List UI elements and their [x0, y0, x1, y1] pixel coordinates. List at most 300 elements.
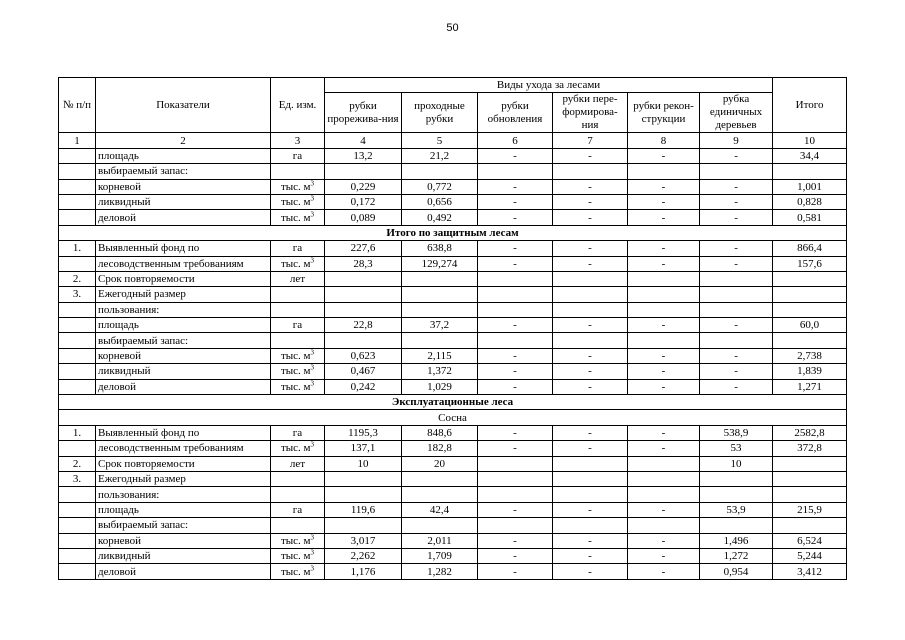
section-title: Итого по защитным лесам	[59, 225, 847, 240]
row-unit	[271, 241, 325, 256]
column-number: 4	[325, 133, 402, 148]
row-label: Выявленный фонд по	[96, 425, 271, 440]
row-number: 3.	[59, 471, 96, 486]
row-number	[59, 348, 96, 363]
total-cell: 372,8	[773, 441, 847, 456]
row-label: ликвидный	[96, 194, 271, 209]
row-unit	[271, 471, 325, 486]
row-unit	[271, 271, 325, 286]
value-cell: -	[478, 548, 553, 563]
row-label: деловой	[96, 564, 271, 579]
total-cell: 6,524	[773, 533, 847, 548]
row-number: 3.	[59, 287, 96, 302]
row-unit	[271, 148, 325, 163]
row-unit	[271, 425, 325, 440]
unit-text: тыс. м	[280, 350, 311, 363]
row-label: Ежегодный размер	[96, 287, 271, 302]
table-row	[59, 333, 847, 348]
value-cell: -	[700, 210, 773, 225]
value-cell: -	[553, 348, 628, 363]
row-number	[59, 318, 96, 333]
value-cell	[553, 271, 628, 286]
table-row	[59, 318, 847, 333]
table-row	[59, 564, 847, 579]
table-row	[59, 502, 847, 517]
header-col-6: рубка единичных деревьев	[700, 93, 773, 133]
value-cell: -	[553, 364, 628, 379]
value-cell: -	[478, 425, 553, 440]
row-number: 2.	[59, 271, 96, 286]
value-cell: -	[628, 441, 700, 456]
row-number	[59, 148, 96, 163]
value-cell	[325, 302, 402, 317]
row-label: пользования:	[96, 487, 271, 502]
value-cell	[478, 287, 553, 302]
row-number	[59, 302, 96, 317]
table-row	[59, 379, 847, 394]
row-label: лесоводственным требованиям	[96, 256, 271, 271]
value-cell: 2,262	[325, 548, 402, 563]
value-cell	[402, 271, 478, 286]
value-cell	[628, 518, 700, 533]
value-cell: 0,242	[325, 379, 402, 394]
row-label: корневой	[96, 533, 271, 548]
column-numbers-row	[59, 133, 847, 148]
section-row	[59, 225, 847, 240]
row-number	[59, 548, 96, 563]
value-cell	[402, 518, 478, 533]
row-unit	[271, 256, 325, 271]
unit-text: тыс. м	[280, 550, 311, 563]
row-label: выбираемый запас:	[96, 518, 271, 533]
value-cell	[553, 164, 628, 179]
value-cell	[628, 271, 700, 286]
row-number	[59, 179, 96, 194]
header-col-1: рубки прорежива-ния	[325, 93, 402, 133]
total-cell	[773, 333, 847, 348]
value-cell: -	[478, 441, 553, 456]
unit-superscript: 3	[310, 348, 315, 357]
value-cell: -	[478, 194, 553, 209]
row-number	[59, 533, 96, 548]
header-unit: Ед. изм.	[271, 78, 325, 133]
row-unit	[271, 564, 325, 579]
unit-text: тыс. м	[280, 365, 311, 378]
value-cell: 119,6	[325, 502, 402, 517]
value-cell: -	[628, 425, 700, 440]
table-row	[59, 241, 847, 256]
value-cell	[553, 287, 628, 302]
value-cell: -	[553, 179, 628, 194]
row-label: пользования:	[96, 302, 271, 317]
value-cell: 0,772	[402, 179, 478, 194]
unit-text: га	[292, 503, 303, 516]
value-cell	[700, 164, 773, 179]
row-unit	[271, 456, 325, 471]
value-cell	[700, 471, 773, 486]
unit-superscript: 3	[310, 256, 315, 265]
row-unit	[271, 379, 325, 394]
table-row	[59, 256, 847, 271]
section-title: Сосна	[59, 410, 847, 425]
row-label: деловой	[96, 379, 271, 394]
row-unit	[271, 518, 325, 533]
value-cell: -	[628, 318, 700, 333]
value-cell	[402, 487, 478, 502]
value-cell: -	[628, 241, 700, 256]
value-cell: 21,2	[402, 148, 478, 163]
table-row	[59, 533, 847, 548]
row-unit	[271, 164, 325, 179]
value-cell: 42,4	[402, 502, 478, 517]
row-number: 2.	[59, 456, 96, 471]
value-cell	[700, 287, 773, 302]
unit-superscript: 3	[310, 379, 315, 388]
value-cell	[700, 271, 773, 286]
value-cell	[478, 471, 553, 486]
value-cell	[478, 271, 553, 286]
unit-text: тыс. м	[280, 196, 311, 209]
unit-text: тыс. м	[280, 211, 311, 224]
table-row	[59, 164, 847, 179]
value-cell	[553, 518, 628, 533]
value-cell: 0,954	[700, 564, 773, 579]
value-cell: -	[553, 210, 628, 225]
value-cell: -	[628, 533, 700, 548]
value-cell: -	[700, 241, 773, 256]
value-cell: -	[478, 179, 553, 194]
value-cell: 0,172	[325, 194, 402, 209]
value-cell: -	[478, 256, 553, 271]
value-cell	[478, 456, 553, 471]
total-cell: 0,828	[773, 194, 847, 209]
column-number: 9	[700, 133, 773, 148]
unit-superscript: 3	[310, 194, 315, 203]
value-cell: -	[478, 318, 553, 333]
value-cell: 53	[700, 441, 773, 456]
table-row	[59, 441, 847, 456]
row-number	[59, 441, 96, 456]
value-cell: -	[628, 256, 700, 271]
total-cell	[773, 302, 847, 317]
table-row	[59, 302, 847, 317]
value-cell: -	[553, 502, 628, 517]
total-cell: 3,412	[773, 564, 847, 579]
row-number	[59, 256, 96, 271]
table-row	[59, 287, 847, 302]
value-cell: -	[700, 256, 773, 271]
column-number: 3	[271, 133, 325, 148]
value-cell	[553, 471, 628, 486]
value-cell	[700, 518, 773, 533]
column-number: 2	[96, 133, 271, 148]
total-cell	[773, 164, 847, 179]
value-cell: 1,176	[325, 564, 402, 579]
value-cell: -	[553, 548, 628, 563]
table-row	[59, 210, 847, 225]
total-cell: 1,271	[773, 379, 847, 394]
row-number	[59, 379, 96, 394]
table-row	[59, 348, 847, 363]
value-cell	[628, 302, 700, 317]
table-row	[59, 364, 847, 379]
row-number	[59, 487, 96, 502]
value-cell	[553, 333, 628, 348]
row-number: 1.	[59, 241, 96, 256]
forest-care-table	[58, 77, 847, 580]
row-number: 1.	[59, 425, 96, 440]
unit-superscript: 3	[310, 440, 315, 449]
value-cell: 53,9	[700, 502, 773, 517]
total-cell: 34,4	[773, 148, 847, 163]
row-label: лесоводственным требованиям	[96, 441, 271, 456]
total-cell: 60,0	[773, 318, 847, 333]
value-cell: 182,8	[402, 441, 478, 456]
row-unit	[271, 302, 325, 317]
total-cell: 1,001	[773, 179, 847, 194]
value-cell: -	[478, 564, 553, 579]
total-cell: 0,581	[773, 210, 847, 225]
header-total: Итого	[773, 78, 847, 133]
row-unit	[271, 318, 325, 333]
total-cell	[773, 456, 847, 471]
value-cell: -	[700, 364, 773, 379]
row-number	[59, 364, 96, 379]
value-cell: 3,017	[325, 533, 402, 548]
unit-superscript: 3	[310, 563, 315, 572]
unit-text: га	[292, 149, 303, 162]
value-cell: 1,029	[402, 379, 478, 394]
value-cell	[478, 164, 553, 179]
column-number: 7	[553, 133, 628, 148]
unit-text: лет	[289, 273, 306, 286]
row-unit	[271, 533, 325, 548]
row-label: корневой	[96, 179, 271, 194]
value-cell: 10	[700, 456, 773, 471]
value-cell: 1,709	[402, 548, 478, 563]
value-cell: -	[553, 379, 628, 394]
row-unit	[271, 364, 325, 379]
value-cell: -	[628, 210, 700, 225]
value-cell: 1,496	[700, 533, 773, 548]
table-row	[59, 487, 847, 502]
value-cell: -	[478, 364, 553, 379]
value-cell: -	[628, 548, 700, 563]
value-cell: 137,1	[325, 441, 402, 456]
value-cell: 638,8	[402, 241, 478, 256]
value-cell: -	[628, 502, 700, 517]
value-cell: -	[628, 379, 700, 394]
row-unit	[271, 333, 325, 348]
row-unit	[271, 287, 325, 302]
value-cell: 227,6	[325, 241, 402, 256]
unit-text: га	[292, 319, 303, 332]
value-cell	[628, 487, 700, 502]
row-unit	[271, 210, 325, 225]
value-cell	[553, 456, 628, 471]
header-col-4: рубки пере-формирова-ния	[553, 93, 628, 133]
value-cell: 0,656	[402, 194, 478, 209]
value-cell: -	[553, 148, 628, 163]
value-cell	[478, 487, 553, 502]
value-cell: 20	[402, 456, 478, 471]
value-cell: -	[553, 441, 628, 456]
row-label: Срок повторяемости	[96, 456, 271, 471]
section-row	[59, 395, 847, 410]
value-cell: 10	[325, 456, 402, 471]
unit-text: тыс. м	[280, 442, 311, 455]
row-label: Ежегодный размер	[96, 471, 271, 486]
row-unit	[271, 348, 325, 363]
value-cell	[402, 333, 478, 348]
header-num: № п/п	[59, 78, 96, 133]
value-cell: -	[478, 148, 553, 163]
value-cell	[628, 456, 700, 471]
value-cell: -	[478, 210, 553, 225]
unit-superscript: 3	[310, 179, 315, 188]
value-cell	[478, 333, 553, 348]
row-number	[59, 164, 96, 179]
value-cell	[402, 471, 478, 486]
table-row	[59, 271, 847, 286]
value-cell: -	[700, 318, 773, 333]
value-cell	[553, 302, 628, 317]
value-cell: 1,282	[402, 564, 478, 579]
value-cell: 28,3	[325, 256, 402, 271]
value-cell	[700, 302, 773, 317]
value-cell: 1,372	[402, 364, 478, 379]
value-cell: -	[553, 241, 628, 256]
column-number: 5	[402, 133, 478, 148]
value-cell: -	[478, 241, 553, 256]
total-cell: 1,839	[773, 364, 847, 379]
value-cell	[402, 164, 478, 179]
unit-superscript: 3	[310, 548, 315, 557]
value-cell	[402, 302, 478, 317]
value-cell: 13,2	[325, 148, 402, 163]
row-label: выбираемый запас:	[96, 333, 271, 348]
value-cell	[700, 487, 773, 502]
row-label: Срок повторяемости	[96, 271, 271, 286]
value-cell: -	[700, 179, 773, 194]
column-number: 1	[59, 133, 96, 148]
value-cell: -	[628, 179, 700, 194]
value-cell	[402, 287, 478, 302]
table-row	[59, 456, 847, 471]
table-row	[59, 194, 847, 209]
value-cell	[700, 333, 773, 348]
value-cell: -	[478, 348, 553, 363]
total-cell: 866,4	[773, 241, 847, 256]
value-cell	[325, 287, 402, 302]
value-cell: -	[700, 379, 773, 394]
value-cell: -	[700, 348, 773, 363]
header-indicators: Показатели	[96, 78, 271, 133]
value-cell: -	[553, 533, 628, 548]
unit-superscript: 3	[310, 363, 315, 372]
value-cell	[325, 487, 402, 502]
row-number	[59, 194, 96, 209]
value-cell	[628, 287, 700, 302]
table-row	[59, 425, 847, 440]
total-cell: 2582,8	[773, 425, 847, 440]
value-cell: 0,623	[325, 348, 402, 363]
header-col-5: рубки рекон-струкции	[628, 93, 700, 133]
row-number	[59, 502, 96, 517]
row-label: Выявленный фонд по	[96, 241, 271, 256]
value-cell: 129,274	[402, 256, 478, 271]
table-row	[59, 179, 847, 194]
row-unit	[271, 548, 325, 563]
row-number	[59, 333, 96, 348]
row-label: ликвидный	[96, 548, 271, 563]
value-cell	[325, 471, 402, 486]
value-cell: -	[478, 379, 553, 394]
value-cell: -	[700, 194, 773, 209]
table-row	[59, 148, 847, 163]
row-number	[59, 518, 96, 533]
total-cell	[773, 487, 847, 502]
value-cell	[478, 302, 553, 317]
value-cell: -	[553, 564, 628, 579]
value-cell: 1195,3	[325, 425, 402, 440]
value-cell: 0,492	[402, 210, 478, 225]
row-label: выбираемый запас:	[96, 164, 271, 179]
total-cell: 2,738	[773, 348, 847, 363]
value-cell	[325, 518, 402, 533]
row-label: деловой	[96, 210, 271, 225]
value-cell: -	[700, 148, 773, 163]
table-row	[59, 518, 847, 533]
value-cell: -	[628, 364, 700, 379]
row-unit	[271, 179, 325, 194]
value-cell	[628, 471, 700, 486]
value-cell: 538,9	[700, 425, 773, 440]
total-cell	[773, 518, 847, 533]
row-label: ликвидный	[96, 364, 271, 379]
value-cell: -	[478, 502, 553, 517]
total-cell	[773, 271, 847, 286]
value-cell: -	[553, 194, 628, 209]
value-cell: 0,229	[325, 179, 402, 194]
unit-text: тыс. м	[280, 257, 311, 270]
value-cell: 1,272	[700, 548, 773, 563]
row-label: корневой	[96, 348, 271, 363]
row-label: площадь	[96, 148, 271, 163]
header-col-2: проходные рубки	[402, 93, 478, 133]
value-cell: 22,8	[325, 318, 402, 333]
unit-text: лет	[289, 457, 306, 470]
value-cell	[628, 164, 700, 179]
row-unit	[271, 194, 325, 209]
value-cell: -	[553, 256, 628, 271]
value-cell	[325, 271, 402, 286]
row-unit	[271, 487, 325, 502]
row-number	[59, 210, 96, 225]
row-label: площадь	[96, 502, 271, 517]
unit-superscript: 3	[310, 533, 315, 542]
value-cell: 37,2	[402, 318, 478, 333]
column-number: 6	[478, 133, 553, 148]
table-row	[59, 471, 847, 486]
value-cell: -	[478, 533, 553, 548]
unit-text: га	[292, 242, 303, 255]
total-cell	[773, 471, 847, 486]
table-row	[59, 548, 847, 563]
unit-superscript: 3	[310, 209, 315, 218]
total-cell: 157,6	[773, 256, 847, 271]
unit-text: тыс. м	[280, 380, 311, 393]
